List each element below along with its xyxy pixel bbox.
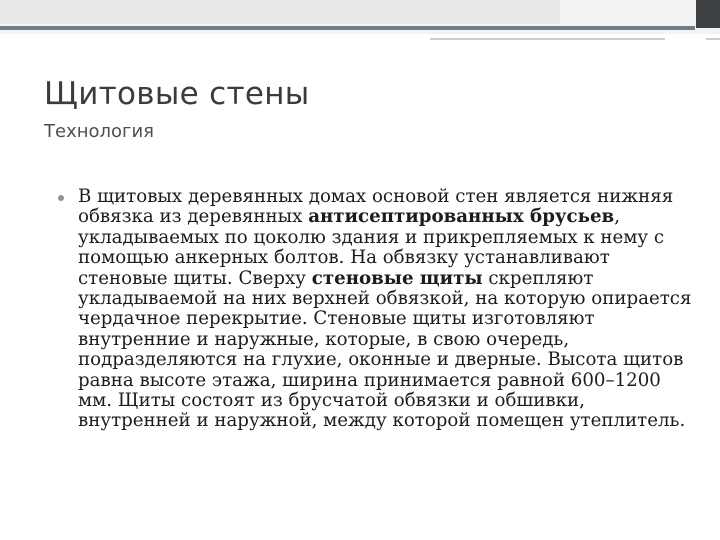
header-band-light — [0, 0, 560, 24]
header-accent-line — [0, 26, 695, 30]
bullet-item — [56, 187, 696, 432]
bullet-dot-icon — [58, 195, 64, 201]
text-segment: , укладываемых по цоколю здания и прикрепляемых к нему с помощью анкерных болтов. На обвязку устанавливают стеновые щиты. Сверху — [78, 206, 665, 289]
slide-content — [56, 187, 696, 432]
text-segment: В щитовых деревянных домах основой стен является нижняя обвязка из деревянных — [78, 186, 674, 228]
header-thin-line — [430, 38, 665, 40]
bullet-paragraph — [78, 187, 696, 432]
slide-subtitle: Технология — [44, 121, 155, 142]
slide-title: Щитовые стены — [44, 76, 310, 112]
bold-term-segment: стеновые щиты — [311, 267, 483, 289]
bold-term-segment: антисептированных брусьев — [308, 206, 615, 228]
text-segment: скрепляют укладываемой на них верхней обвязкой, на которую опирается чердачное перекрытие. Стеновые щиты изготовляют внутренние и наружные, которые, в свою очередь, подразделяются на глухие, оконные и дверные. Высота щитов равна высоте этажа, ширина принимается равной 600–1200 мм. Щиты состоят из брусчатой обвязки и обшивки, внутренней и наружной, между которой помещен утеплитель. — [78, 267, 692, 432]
header-band — [0, 0, 720, 34]
header-band-dark-corner — [696, 0, 720, 28]
header-thin-line-right — [706, 38, 720, 40]
